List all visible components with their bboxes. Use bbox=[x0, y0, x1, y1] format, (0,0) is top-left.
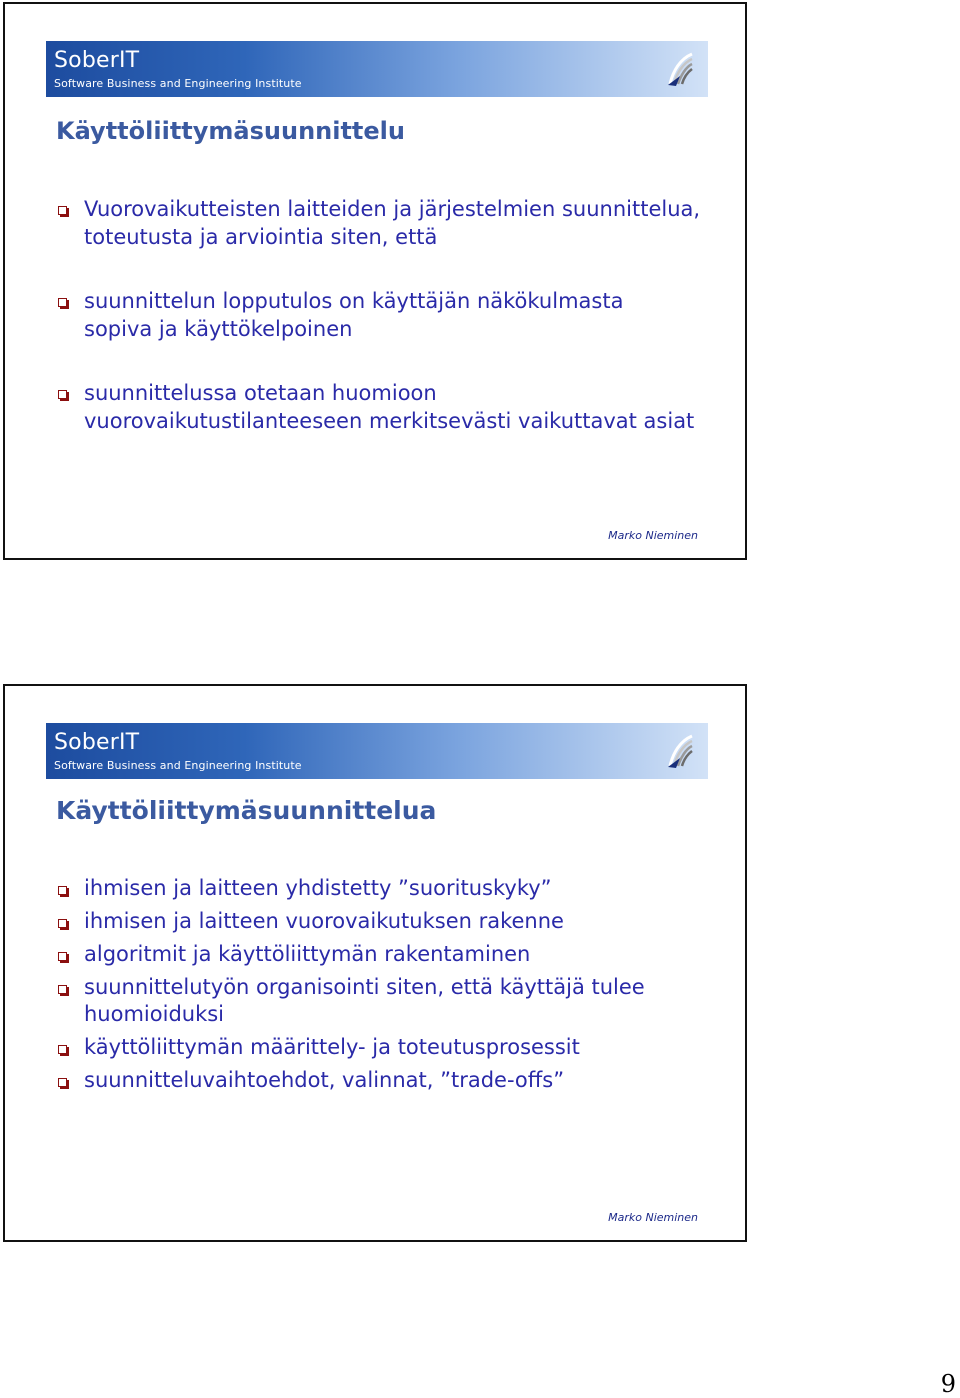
bullet-box-icon bbox=[58, 985, 67, 994]
list-item: ihmisen ja laitteen vuorovaikutuksen rakenne bbox=[56, 908, 734, 935]
bullet-list bbox=[56, 875, 734, 1100]
list-item: Vuorovaikutteisten laitteiden ja järjestelmien suunnittelua, toteutusta ja arviointia siten, että bbox=[56, 195, 724, 251]
brand-name: SoberIT bbox=[54, 48, 140, 73]
soberit-banner bbox=[46, 41, 708, 97]
soberit-logo-icon bbox=[666, 51, 694, 87]
list-item: ihmisen ja laitteen yhdistetty ”suorituskyky” bbox=[56, 875, 734, 902]
soberit-banner bbox=[46, 723, 708, 779]
bullet-box-icon bbox=[58, 1045, 67, 1054]
page-number: 9 bbox=[940, 1370, 956, 1398]
bullet-box-icon bbox=[58, 298, 67, 307]
list-item: algoritmit ja käyttöliittymän rakentaminen bbox=[56, 941, 734, 968]
bullet-box-icon bbox=[58, 919, 67, 928]
slide-1 bbox=[3, 2, 747, 560]
brand-subtitle: Software Business and Engineering Institute bbox=[54, 759, 302, 772]
soberit-logo-icon bbox=[666, 733, 694, 769]
bullet-box-icon bbox=[58, 886, 67, 895]
slide-title: Käyttöliittymäsuunnittelu bbox=[56, 117, 405, 145]
list-item: suunnittelun lopputulos on käyttäjän näkökulmasta sopiva ja käyttökelpoinen bbox=[56, 287, 694, 343]
list-item: suunnitteluvaihtoehdot, valinnat, ”trade-offs” bbox=[56, 1067, 734, 1094]
list-item: suunnittelutyön organisointi siten, että käyttäjä tulee huomioiduksi bbox=[56, 974, 734, 1028]
slide-2 bbox=[3, 684, 747, 1242]
brand-name: SoberIT bbox=[54, 730, 140, 755]
list-item: suunnittelussa otetaan huomioon vuorovaikutustilanteeseen merkitsevästi vaikuttavat asiat bbox=[56, 379, 704, 435]
author-footer: Marko Nieminen bbox=[608, 529, 698, 542]
bullet-list bbox=[56, 195, 724, 471]
bullet-box-icon bbox=[58, 1078, 67, 1087]
bullet-box-icon bbox=[58, 390, 67, 399]
bullet-box-icon bbox=[58, 206, 67, 215]
bullet-box-icon bbox=[58, 952, 67, 961]
slide-title: Käyttöliittymäsuunnittelua bbox=[56, 796, 437, 825]
author-footer: Marko Nieminen bbox=[608, 1211, 698, 1224]
brand-subtitle: Software Business and Engineering Institute bbox=[54, 77, 302, 90]
list-item: käyttöliittymän määrittely- ja toteutusprosessit bbox=[56, 1034, 734, 1061]
